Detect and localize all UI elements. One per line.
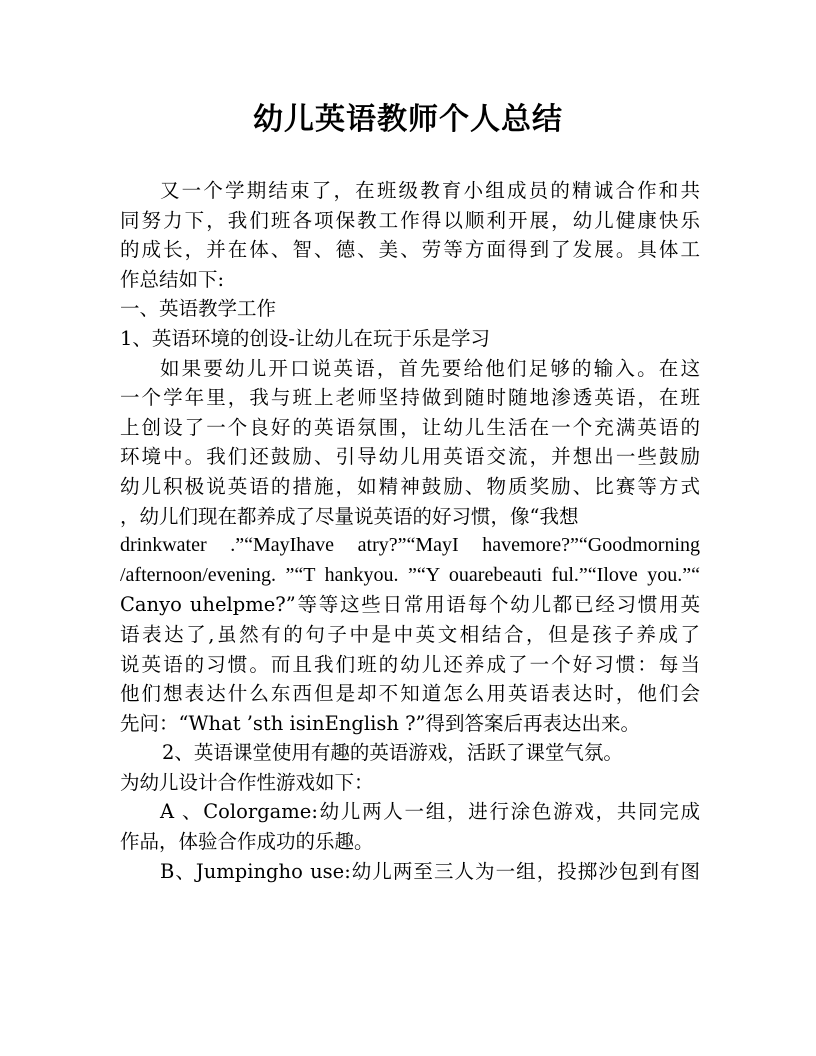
paragraph-line: 他们想表达什么东西但是却不知道怎么用英语表达时，他们会: [120, 682, 700, 706]
document-title: 幼儿英语教师个人总结: [253, 102, 563, 137]
paragraph-line: ，幼儿们现在都养成了尽量说英语的好习惯，像“我想: [120, 504, 579, 528]
paragraph-line: 的成长，并在体、智、德、美、劳等方面得到了发展。具体工: [120, 238, 700, 262]
paragraph-line: 又一个学期结束了，在班级教育小组成员的精诚合作和共: [160, 179, 700, 202]
paragraph-line: /afternoon/evening. ”“T hankyou. ”“Y ouarebeauti ful.”“Ilove you.”“: [120, 563, 700, 586]
paragraph-line: 作总结如下:: [120, 267, 225, 291]
document-body: [120, 176, 700, 886]
paragraph-line: B、Jumpingho use:幼儿两至三人为一组，投掷沙包到有图: [160, 859, 700, 883]
paragraph-line: 语表达了,虽然有的句子中是中英文相结合，但是孩子养成了: [120, 622, 700, 646]
paragraph-line: 一个学年里，我与班上老师坚持做到随时随地渗透英语，在班: [120, 386, 700, 410]
paragraph-line: 说英语的习惯。而且我们班的幼儿还养成了一个好习惯：每当: [120, 652, 700, 676]
paragraph-line: A 、Colorgame:幼儿两人一组，进行涂色游戏，共同完成: [160, 800, 700, 824]
paragraph-line: Canyo uhelpme?”等等这些日常用语每个幼儿都已经习惯用英: [120, 593, 700, 617]
paragraph-line: 如果要幼儿开口说英语，首先要给他们足够的输入。在这: [160, 356, 700, 380]
paragraph-line: 为幼儿设计合作性游戏如下：: [120, 770, 374, 794]
paragraph-line: drinkwater .”“MayIhave atry?”“MayI havemore?”“Goodmorning: [120, 534, 700, 557]
paragraph-line: 同努力下，我们班各项保教工作得以顺利开展，幼儿健康快乐: [120, 208, 700, 232]
subsection-heading: 2、英语课堂使用有趣的英语游戏，活跃了课堂气氛。: [162, 741, 623, 765]
paragraph-line: 幼儿积极说英语的措施，如精神鼓励、物质奖励、比赛等方式: [120, 474, 700, 498]
subsection-heading: 1、英语环境的创设-让幼儿在玩于乐是学习: [120, 326, 490, 350]
paragraph-line: 先问：“What ’sth isinEnglish ?”得到答案后再表达出来。: [120, 711, 641, 735]
section-heading: 一、英语教学工作: [120, 297, 277, 321]
paragraph-line: 上创设了一个良好的英语氛围，让幼儿生活在一个充满英语的: [120, 415, 700, 439]
paragraph-line: 环境中。我们还鼓励、引导幼儿用英语交流，并想出一些鼓励: [120, 445, 700, 469]
paragraph-line: 作品，体验合作成功的乐趣。: [120, 830, 374, 854]
